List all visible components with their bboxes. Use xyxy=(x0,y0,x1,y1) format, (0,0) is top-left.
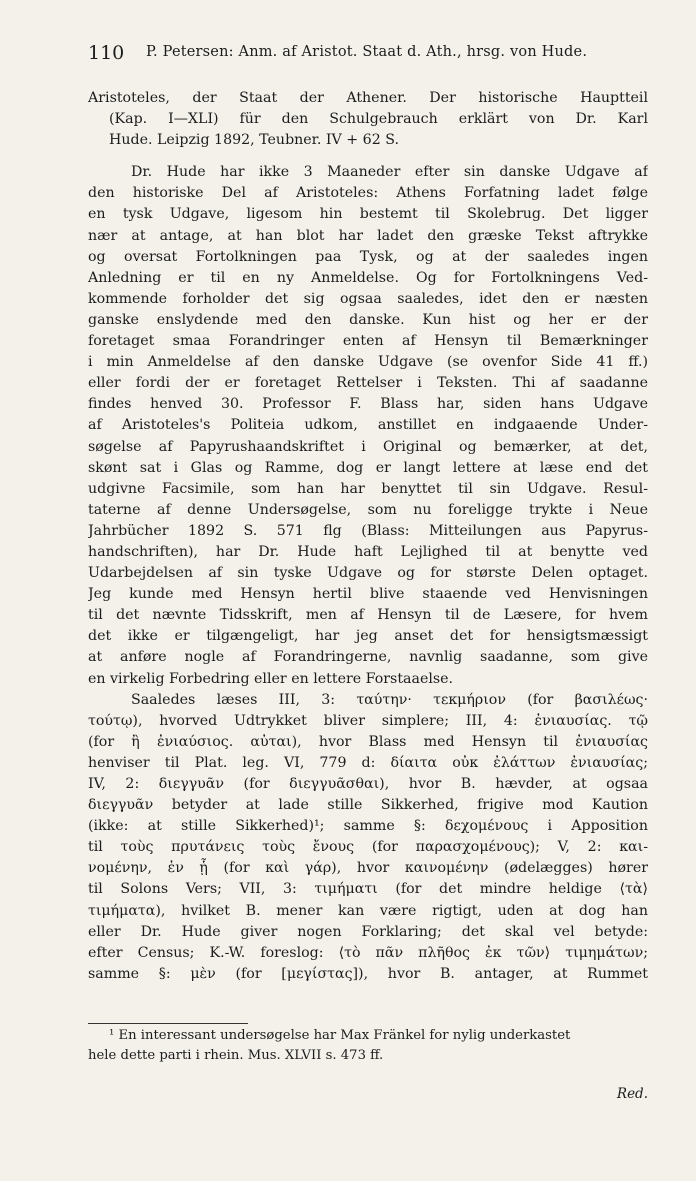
text-line: kommende forholder det sig ogsaa saaledes, idet den er næsten xyxy=(88,290,648,307)
footnote-line: hele dette parti i rhein. Mus. XLVII s. 473 ff. xyxy=(88,1048,384,1063)
footnote-signature: Red. xyxy=(616,1086,648,1102)
text-line: τιμήματα), hvilket B. mener kan være rigtigt, uden at dog han xyxy=(88,902,648,919)
text-line: samme §: μὲν (for [μεγίστας]), hvor B. antager, at Rummet xyxy=(88,965,648,982)
text-line: IV, 2: διεγγυᾶν (for διεγγυᾶσθαι), hvor B. hævder, at ogsaa xyxy=(88,776,648,792)
text-line: Hude. Leipzig 1892, Teubner. IV + 62 S. xyxy=(109,132,399,149)
text-line: eller fordi der er foretaget Rettelser i Teksten. Thi af saadanne xyxy=(88,375,648,392)
page-number: 110 xyxy=(88,42,125,64)
text-line: findes henved 30. Professor F. Blass har, siden hans Udgave xyxy=(88,396,648,413)
text-line: (ikke: at stille Sikkerhed)¹; samme §: δεχομένους i Apposition xyxy=(88,818,648,835)
text-line: τούτῳ), hvorved Udtrykket bliver simplere; III, 4: ἐνιαυσίας. τῷ xyxy=(88,712,648,729)
text-line: til Solons Vers; VII, 3: τιμήματι (for det mindre heldige ⟨τὰ⟩ xyxy=(88,881,648,898)
body-text xyxy=(88,88,648,985)
footnote-divider xyxy=(88,1023,248,1024)
footnotes xyxy=(88,1026,648,1066)
text-line: Jeg kunde med Hensyn hertil blive staaende ved Henvisningen xyxy=(88,586,648,603)
footnote-line: ¹ En interessant undersøgelse har Max Fränkel for nylig underkastet xyxy=(109,1028,571,1043)
text-line: af Aristoteles's Politeia udkom, anstillet en indgaaende Under- xyxy=(88,417,648,434)
text-line: og oversat Fortolkningen paa Tysk, og at der saaledes ingen xyxy=(88,248,648,265)
text-line: skønt sat i Glas og Ramme, dog er langt lettere at læse end det xyxy=(88,459,648,476)
text-line: til τοὺς πρυτάνεις τοὺς ἔνους (for παρασχομένους); V, 2: και- xyxy=(88,839,648,856)
text-line: Jahrbücher 1892 S. 571 flg (Blass: Mitteilungen aus Papyrus- xyxy=(88,522,648,539)
text-line: (Kap. I—XLI) für den Schulgebrauch erklärt von Dr. Karl xyxy=(109,111,648,128)
text-line: νομένην, ἐν ᾗ (for καὶ γάρ), hvor καινομένην (ødelægges) hører xyxy=(88,860,648,877)
text-line: henviser til Plat. leg. VI, 779 d: δίαιτα οὐκ ἐλάττων ἐνιαυσίας; xyxy=(88,754,648,771)
running-head: P. Petersen: Anm. af Aristot. Staat d. Ath., hrsg. von Hude. xyxy=(146,44,588,60)
text-line: udgivne Facsimile, som han har benyttet til sin Udgave. Resul- xyxy=(88,480,648,497)
text-line: det ikke er tilgængeligt, har jeg anset det for hensigtsmæssigt xyxy=(88,628,648,645)
text-line: Dr. Hude har ikke 3 Maaneder efter sin danske Udgave af xyxy=(131,164,648,181)
text-line: en tysk Udgave, ligesom hin bestemt til Skolebrug. Det ligger xyxy=(88,206,648,223)
text-line: Saaledes læses III, 3: ταύτην· τεκμήριον (for βασιλέως· xyxy=(131,691,648,708)
text-line: søgelse af Papyrushaandskriftet i Original og bemærker, at det, xyxy=(88,438,648,455)
text-line: at anføre nogle af Forandringerne, navnlig saadanne, som give xyxy=(88,649,648,666)
text-line: eller Dr. Hude giver nogen Forklaring; det skal vel betyde: xyxy=(88,923,648,940)
page-header xyxy=(88,38,648,68)
text-line: efter Census; K.-W. foreslog: ⟨τὸ πᾶν πλῆθος ἐκ τῶν⟩ τιμημάτων; xyxy=(88,944,648,961)
text-line: Aristoteles, der Staat der Athener. Der historische Hauptteil xyxy=(88,90,648,106)
text-line: ganske enslydende med den danske. Kun hist og her er der xyxy=(88,311,648,328)
text-line: til det nævnte Tidsskrift, men af Hensyn til de Læsere, for hvem xyxy=(88,607,648,624)
text-line: taterne af denne Undersøgelse, som nu foreligge trykte i Neue xyxy=(88,501,648,518)
text-line: nær at antage, at han blot har ladet den græske Tekst aftrykke xyxy=(88,227,648,244)
text-line: Anledning er til en ny Anmeldelse. Og for Fortolkningens Ved- xyxy=(88,269,648,286)
text-line: den historiske Del af Aristoteles: Athens Forfatning ladet følge xyxy=(88,185,648,202)
text-line: handschriften), har Dr. Hude haft Lejlighed til at benytte ved xyxy=(88,543,648,560)
text-line: Udarbejdelsen af sin tyske Udgave og for største Delen optaget. xyxy=(88,565,648,582)
text-line: διεγγυᾶν betyder at lade stille Sikkerhed, frigive mod Kaution xyxy=(88,797,648,814)
text-line: foretaget smaa Forandringer enten af Hensyn til Bemærkninger xyxy=(88,333,648,350)
text-line: (for ἢ ἐνιαύσιος. αὐται), hvor Blass med Hensyn til ἐνιαυσίας xyxy=(88,733,648,750)
text-line: en virkelig Forbedring eller en lettere Forstaaelse. xyxy=(88,670,454,687)
text-line: i min Anmeldelse af den danske Udgave (se ovenfor Side 41 ff.) xyxy=(88,354,648,371)
